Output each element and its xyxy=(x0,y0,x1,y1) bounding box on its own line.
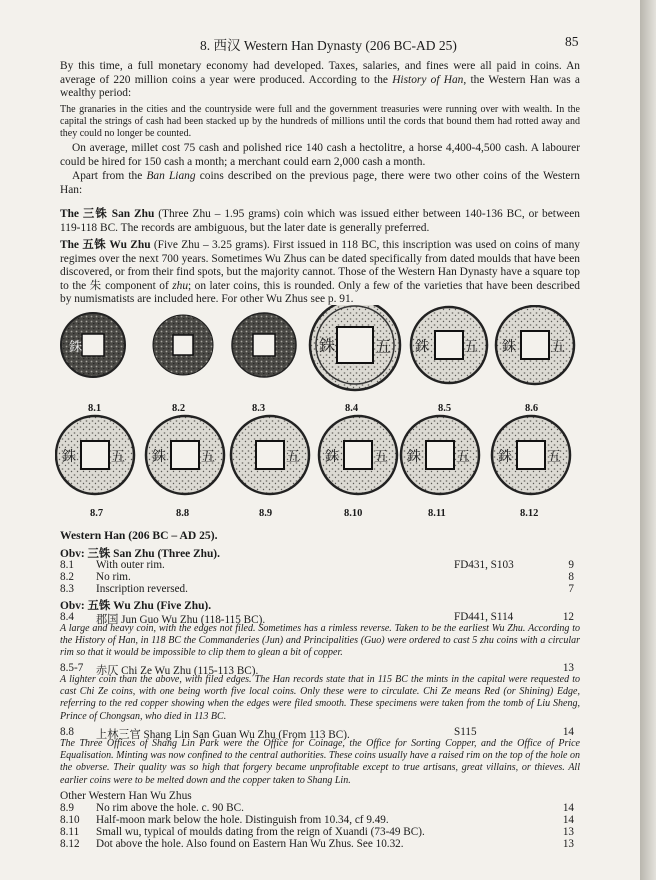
page-edge xyxy=(640,0,656,880)
coin-label: 8.5 xyxy=(438,403,452,414)
coin-label: 8.4 xyxy=(345,403,359,414)
obverse-wu-zhu: Obv: 五铢 Wu Zhu (Five Zhu). xyxy=(60,600,212,612)
coin-8-2 xyxy=(153,315,213,375)
coin-8-5 xyxy=(411,307,487,383)
svg-text:銖: 銖 xyxy=(407,449,421,465)
svg-text:五: 五 xyxy=(375,337,392,356)
san-zhu-paragraph: The 三铢 San Zhu (Three Zhu – 1.95 grams) coin which was issued either between 140-136 BC, or between 119-118 BC. The records are ambiguous, but the later date is generally preferred. xyxy=(60,208,580,234)
catalog-row-8-4: 8.4 郡国 Jun Guo Wu Zhu (118-115 BC). FD441, S114 12 xyxy=(60,611,574,626)
svg-text:銖: 銖 xyxy=(152,449,166,465)
coin-label: 8.2 xyxy=(172,403,186,414)
catalog-row-8-3: 8.3 Inscription reversed. 7 xyxy=(60,583,574,595)
coin-plate xyxy=(55,305,585,515)
svg-text:五: 五 xyxy=(374,449,388,465)
note-8-5-7: A lighter coin than the above, with filed edges. The Han records state that in 115 BC the mints in the capital were requested to cast Chi Ze coins, with one being worth five local coins. Only these were to circulate. Chi Ze means Red (or Shining) Edge, referring to the red copper showing when the edges were filed smooth. These specimens were taken from the tomb of Liu Sheng, Prince of Chongsan, who died in 113 BC. xyxy=(60,674,580,722)
svg-text:銖: 銖 xyxy=(502,339,516,355)
wu-zhu-paragraph: The 五铢 Wu Zhu (Five Zhu – 3.25 grams). First issued in 118 BC, this inscription was used on coins of many regimes over the next 700 years. Sometimes Wu Zhus can be dated specifically from dated moulds that have been discovered, or from their find spots, but the majority cannot. Those of the Western Han Dynasty have a square top to the 朱 component of zhu; on later coins, this is rounded. Only a few of the varieties that have been described by numismatists are included here. For other Wu Zhus see p. 91. xyxy=(60,239,580,306)
other-coins-paragraph: Apart from the Ban Liang coins described on the previous page, there were two other coins of the Western Han: xyxy=(60,170,580,196)
coin-8-8 xyxy=(146,416,224,494)
note-8-8: The Three Offices of Shang Lin Park were the Office for Coinage, the Office for Sorting Copper, and the Office of Price Equalisation. Minting was now confined to the central authorities. These coins usually have a raised rim on the top of the hole on the obverse. Their quality was so high that forgery became unprofitable except to true artisans, great villains, or thieves. All earlier coins were to be melted down and the copper taken to Shang Lin. xyxy=(60,738,580,786)
coin-8-7 xyxy=(56,416,134,494)
coin-label: 8.7 xyxy=(90,508,104,519)
svg-text:銖: 銖 xyxy=(69,340,83,355)
svg-text:五: 五 xyxy=(551,339,565,355)
coin-8-1 xyxy=(61,313,125,377)
coin-label: 8.3 xyxy=(252,403,266,414)
svg-text:五: 五 xyxy=(111,449,125,465)
note-8-4: A large and heavy coin, with the edges not filed. Sometimes has a rimless reverse. Taken to be the earliest Wu Zhu. According to the History of Han, in 118 BC the Commanderies (Jun) and Principalities (Guo) were ordered to cast 5 zhu coins with a circular rim so that it would be impossible to clip them to glean a bit of copper. xyxy=(60,623,580,659)
catalog-row-8-1: 8.1 With outer rim. FD431, S103 9 xyxy=(60,559,574,571)
catalog-row-8-9: 8.9 No rim above the hole. c. 90 BC. 14 xyxy=(60,802,574,814)
page-number: 85 xyxy=(565,34,579,49)
prices-paragraph: On average, millet cost 75 cash and polished rice 140 cash a hectolitre, a horse 4,400-4,500 cash. A labourer could be hired for 150 cash a month; a merchant could earn 2,000 cash a month. xyxy=(60,142,580,168)
other-wu-zhus-heading: Other Western Han Wu Zhus xyxy=(60,790,192,802)
running-header-title: 8. 西汉 Western Han Dynasty (206 BC-AD 25) xyxy=(200,38,457,53)
coin-8-4 xyxy=(310,305,400,390)
obverse-san-zhu: Obv: 三铢 San Zhu (Three Zhu). xyxy=(60,548,220,560)
svg-text:銖: 銖 xyxy=(319,336,336,355)
svg-text:銖: 銖 xyxy=(62,449,76,465)
coin-label: 8.12 xyxy=(520,508,539,519)
coin-8-12 xyxy=(492,416,570,494)
svg-text:銖: 銖 xyxy=(325,449,339,465)
coin-label: 8.10 xyxy=(344,508,363,519)
catalog-row-8-10: 8.10 Half-moon mark below the hole. Distinguish from 10.34, cf 9.49. 14 xyxy=(60,814,574,826)
svg-text:銖: 銖 xyxy=(415,339,429,355)
catalog-row-8-2: 8.2 No rim. 8 xyxy=(60,571,574,583)
svg-text:五: 五 xyxy=(456,449,470,465)
coin-8-9 xyxy=(231,416,309,494)
catalog-heading: Western Han (206 BC – AD 25). xyxy=(60,529,218,542)
svg-text:銖: 銖 xyxy=(498,449,512,465)
svg-text:五: 五 xyxy=(547,449,561,465)
coin-label: 8.1 xyxy=(88,403,102,414)
coin-8-3 xyxy=(232,313,296,377)
coin-8-6 xyxy=(496,306,574,384)
coin-label: 8.9 xyxy=(259,508,273,519)
svg-text:五: 五 xyxy=(464,339,478,355)
coin-label: 8.6 xyxy=(525,403,539,414)
catalog-row-8-5-7: 8.5-7 赤仄 Chi Ze Wu Zhu (115-113 BC). 13 xyxy=(60,662,574,677)
intro-paragraph: By this time, a full monetary economy had developed. Taxes, salaries, and fines were all paid in coins. An average of 220 million coins a year were produced. According to the History of Han, the Western Han was a wealthy period: xyxy=(60,60,580,100)
history-quote: The granaries in the cities and the countryside were full and the government treasuries were running over with wealth. In the capital the strings of cash had been stacked up by the hundreds of millions until the cords that bound them had rotted away and they could no longer be counted. xyxy=(60,104,580,140)
catalog-row-8-12: 8.12 Dot above the hole. Also found on Eastern Han Wu Zhus. See 10.32. 13 xyxy=(60,838,574,850)
coin-label: 8.11 xyxy=(428,508,446,519)
svg-text:五: 五 xyxy=(286,449,300,465)
coin-8-11 xyxy=(401,416,479,494)
coin-label: 8.8 xyxy=(176,508,190,519)
catalog-row-8-11: 8.11 Small wu, typical of moulds dating from the reign of Xuandi (73-49 BC). 13 xyxy=(60,826,574,838)
catalog-row-8-8: 8.8 上林三官 Shang Lin San Guan Wu Zhu (From 113 BC). S115 14 xyxy=(60,726,574,741)
svg-text:五: 五 xyxy=(201,449,215,465)
coin-8-10 xyxy=(319,416,397,494)
